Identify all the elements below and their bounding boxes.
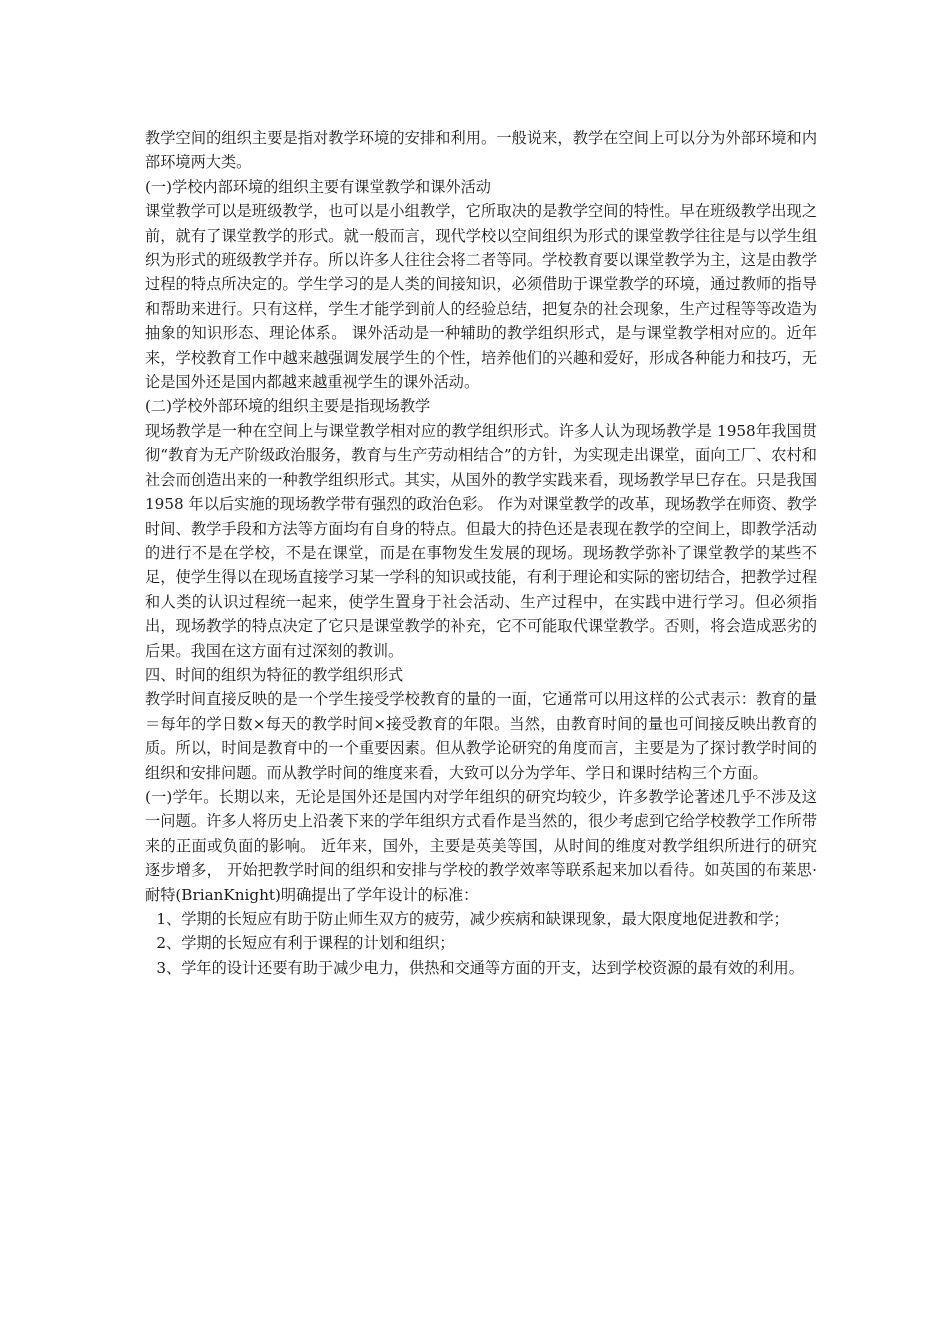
heading-external-environment: (二)学校外部环境的组织主要是指现场教学 [145, 397, 431, 416]
heading-time-organization: 四、时间的组织为特征的教学组织形式 [145, 665, 404, 684]
list-item: 3、学年的设计还要有助于减少电力，供热和交通等方面的开支，达到学校资源的最有效的利用。 [156, 958, 804, 977]
paragraph-teaching-time: 教学时间直接反映的是一个学生接受学校教育的量的一面，它通常可以用这样的公式表示：教育的量＝每年的学日数×每天的教学时间×接受教育的年限。当然，由教育时间的量也可间接反映出教育的质。所以，时间是教育中的一个重要因素。但从教学论研究的角度而言，主要是为了探讨教学时间的组织和安排问题。而从教学时间的维度来看，大致可以分为学年、学日和课时结构三个方面。 [145, 690, 817, 782]
paragraph-field-teaching: 现场教学是一种在空间上与课堂教学相对应的教学组织形式。许多人认为现场教学是 1958年我国贯彻“教育为无产阶级政治服务，教育与生产劳动相结合”的方针，为实现走出课堂，面向工厂、农村和社会而创造出来的一种教学组织形式。其实，从国外的教学实践来看，现场教学早巳存在。只是我国 1958 年以后实施的现场教学带有强烈的政治色彩。 作为对课堂教学的改革，现场教学在师资、教学时间、教学手段和方法等方面均有自身的特点。但最大的持色还是表现在教学的空间上，即教学活动的进行不是在学校，不是在课堂，而是在事物发生发展的现场。现场教学弥补了课堂教学的某些不足，使学生得以在现场直接学习某一学科的知识或技能，有利于理论和实际的密切结合，把教学过程和人类的认识过程统一起来，使学生置身于社会活动、生产过程中，在实践中进行学习。但必须指出，现场教学的特点决定了它只是课堂教学的补充，它不可能取代课堂教学。否则，将会造成恶劣的后果。我国在这方面有过深刻的教训。 [145, 421, 817, 660]
document-body [145, 126, 817, 980]
paragraph-classroom-teaching: 课堂教学可以是班级教学，也可以是小组教学，它所取决的是教学空间的特性。早在班级教学出现之前，就有了课堂教学的形式。就一般而言，现代学校以空间组织为形式的课堂教学往往是与以学生组织为形式的班级教学并存。所以许多人往往会将二者等同。学校教育要以课堂教学为主，这是由教学过程的特点所决定的。学生学习的是人类的间接知识，必须借助于课堂教学的环境，通过教师的指导和帮助来进行。只有这样，学生才能学到前人的经验总结，把复杂的社会现象，生产过程等等改造为抽象的知识形态、理论体系。 课外活动是一种辅助的教学组织形式，是与课堂教学相对应的。近年来，学校教育工作中越来越强调发展学生的个性，培养他们的兴趣和爱好，形成各种能力和技巧，无论是国外还是国内都越来越重视学生的课外活动。 [145, 202, 817, 392]
list-item: 2、学期的长短应有利于课程的计划和组织； [156, 934, 455, 953]
paragraph-intro: 教学空间的组织主要是指对教学环境的安排和利用。一般说来，教学在空间上可以分为外部环境和内部环境两大类。 [145, 129, 817, 172]
heading-internal-environment: (一)学校内部环境的组织主要有课堂教学和课外活动 [145, 177, 491, 196]
list-item: 1、学期的长短应有助于防止师生双方的疲劳，减少疾病和缺课现象，最大限度地促进教和学； [156, 910, 789, 928]
paragraph-school-year: (一)学年。长期以来，无论是国外还是国内对学年组织的研究均较少，许多教学论著述几乎不涉及这一问题。许多人将历史上沿袭下来的学年组织方式看作是当然的，很少考虑到它给学校教学工作所带来的正面或负面的影响。 近年来，国外，主要是英美等国，从时间的维度对教学组织所进行的研究逐步增多， 开始把教学时间的组织和安排与学校的教学效率等联系起来加以看待。如英国的布莱思·耐特(BrianKnight)明确提出了学年设计的标准： [145, 787, 817, 904]
